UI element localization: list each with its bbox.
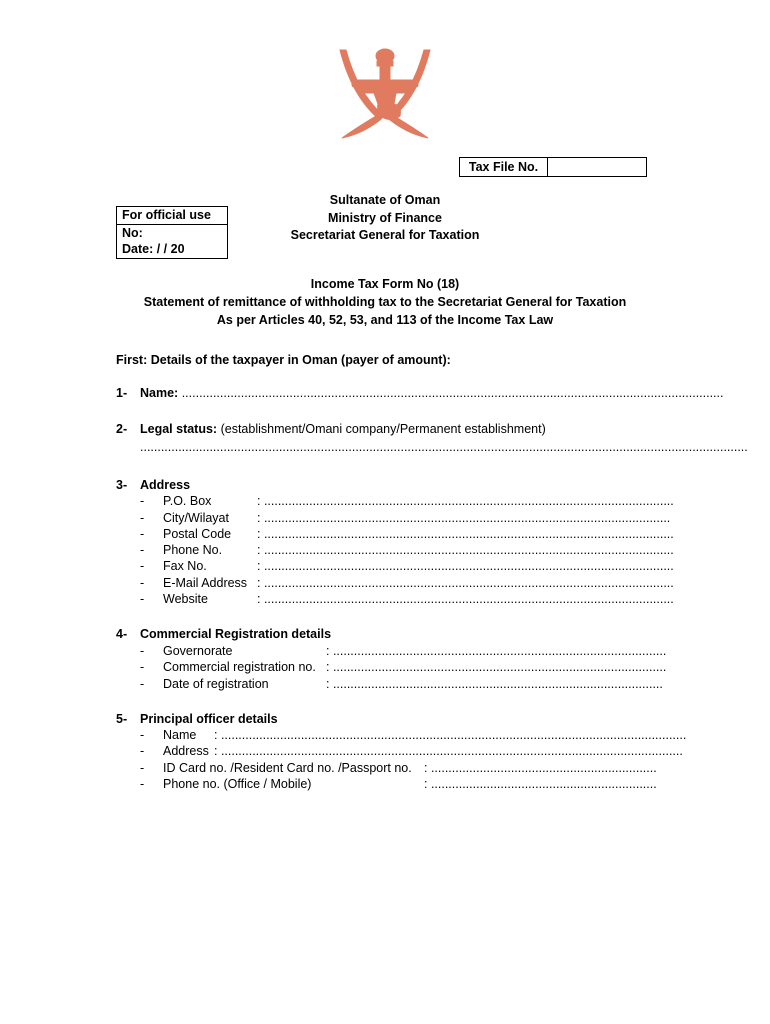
officer-phone-field[interactable]: : .................................................................	[424, 777, 657, 791]
form-title-line-2: Statement of remittance of withholding tax to the Secretariat General for Taxation	[143, 295, 627, 309]
dash: -	[140, 543, 145, 557]
tax-file-field[interactable]	[548, 158, 646, 176]
date-of-registration-field[interactable]: : ...............................................................................................	[326, 677, 663, 691]
postal-code-field[interactable]: : ......................................................................................................................	[257, 527, 674, 541]
city-wilayat-label: City/Wilayat	[163, 511, 229, 525]
question-5-label: Principal officer details	[140, 712, 278, 726]
tax-file-label: Tax File No.	[460, 158, 548, 176]
document-header	[250, 192, 520, 245]
form-title-line-1: Income Tax Form No (18)	[310, 277, 460, 291]
dash: -	[140, 777, 145, 791]
officer-name-field[interactable]: : ......................................................................................................................................	[214, 728, 687, 742]
website-field[interactable]: : ......................................................................................................................	[257, 592, 674, 606]
legal-status-field[interactable]: ...............................................................................................................................................................................	[140, 440, 748, 454]
question-3-label: Address	[140, 478, 191, 492]
question-4-row	[116, 626, 331, 642]
legal-status-options: (establishment/Omani company/Permanent establishment)	[217, 422, 546, 436]
tax-file-box	[459, 157, 647, 177]
dash: -	[140, 644, 145, 658]
question-1-number: 1-	[116, 386, 128, 400]
dash: -	[140, 527, 145, 541]
question-2-row	[116, 421, 546, 437]
officer-address-field[interactable]: : .....................................................................................................................................	[214, 744, 683, 758]
official-use-title: For official use	[117, 207, 227, 225]
dash: -	[140, 494, 145, 508]
officer-id-card-label: ID Card no. /Resident Card no. /Passport no.	[163, 761, 412, 775]
dash: -	[140, 660, 145, 674]
governorate-field[interactable]: : ................................................................................................	[326, 644, 667, 658]
dash: -	[140, 576, 145, 590]
phone-no-label: Phone No.	[163, 543, 223, 557]
oman-emblem-icon	[322, 42, 448, 144]
name-field[interactable]: ............................................................................................................................................................	[181, 386, 724, 400]
city-wilayat-field[interactable]: : .....................................................................................................................	[257, 511, 671, 525]
officer-address-label: Address	[163, 744, 209, 758]
governorate-label: Governorate	[163, 644, 233, 658]
officer-phone-label: Phone no. (Office / Mobile)	[163, 777, 312, 791]
postal-code-label: Postal Code	[163, 527, 232, 541]
fax-no-label: Fax No.	[163, 559, 207, 573]
form-title	[90, 275, 680, 329]
section-first-heading: First: Details of the taxpayer in Oman (payer of amount):	[116, 353, 451, 367]
question-3-number: 3-	[116, 478, 128, 492]
question-2-number: 2-	[116, 422, 128, 436]
question-1-row	[116, 385, 724, 401]
commercial-registration-no-label: Commercial registration no.	[163, 660, 316, 674]
question-2-label: Legal status:	[140, 422, 218, 436]
officer-id-card-field[interactable]: : .................................................................	[424, 761, 657, 775]
official-use-box	[116, 206, 228, 259]
email-address-field[interactable]: : ......................................................................................................................	[257, 576, 674, 590]
officer-name-label: Name	[163, 728, 197, 742]
email-address-label: E-Mail Address	[163, 576, 248, 590]
official-use-no: No:	[122, 225, 143, 240]
fax-no-field[interactable]: : ......................................................................................................................	[257, 559, 674, 573]
official-use-date: Date: / / 20	[122, 242, 185, 256]
question-3-row	[116, 477, 190, 493]
dash: -	[140, 592, 145, 606]
question-4-label: Commercial Registration details	[140, 627, 332, 641]
header-line-1: Sultanate of Oman	[329, 193, 441, 207]
dash: -	[140, 677, 145, 691]
dash: -	[140, 728, 145, 742]
dash: -	[140, 744, 145, 758]
form-title-line-3: As per Articles 40, 52, 53, and 113 of the Income Tax Law	[216, 313, 554, 327]
po-box-field[interactable]: : ......................................................................................................................	[257, 494, 674, 508]
question-5-row	[116, 711, 278, 727]
phone-no-field[interactable]: : ......................................................................................................................	[257, 543, 674, 557]
header-line-3: Secretariat General for Taxation	[290, 228, 480, 242]
question-4-number: 4-	[116, 627, 128, 641]
dash: -	[140, 511, 145, 525]
dash: -	[140, 559, 145, 573]
commercial-registration-no-field[interactable]: : ................................................................................................	[326, 660, 667, 674]
website-label: Website	[163, 592, 208, 606]
po-box-label: P.O. Box	[163, 494, 212, 508]
dash: -	[140, 761, 145, 775]
date-of-registration-label: Date of registration	[163, 677, 269, 691]
question-5-number: 5-	[116, 712, 128, 726]
question-1-label: Name:	[140, 386, 179, 400]
header-line-2: Ministry of Finance	[328, 210, 442, 225]
